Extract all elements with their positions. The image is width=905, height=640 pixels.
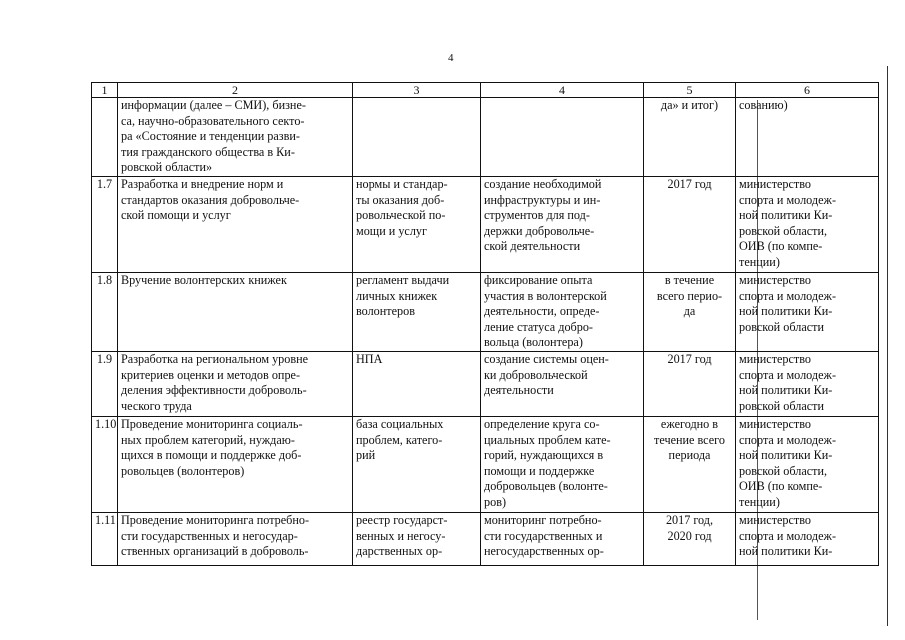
responsible-cell: министерство спорта и молодеж- ной политики Ки- ровской области bbox=[736, 272, 879, 351]
responsible-cell: министерство спорта и молодеж- ной политики Ки- ровской области, ОИВ (по компе- тенции) bbox=[736, 176, 879, 272]
page-number: 4 bbox=[448, 52, 454, 64]
table-row bbox=[92, 416, 879, 512]
responsible-cell: министерство спорта и молодеж- ной политики Ки- ровской области bbox=[736, 351, 879, 416]
result-cell bbox=[353, 98, 481, 177]
result-cell: регламент выдачи личных книжек волонтеров bbox=[353, 272, 481, 351]
row-number: 1.8 bbox=[92, 272, 118, 351]
result-cell: нормы и стандар- ты оказания доб- ровольческой по- мощи и услуг bbox=[353, 176, 481, 272]
goal-cell: фиксирование опыта участия в волонтерской деятельности, опреде- ление статуса добро- вольца (волонтера) bbox=[481, 272, 644, 351]
event-cell: Проведение мониторинга социаль- ных проблем категорий, нуждаю- щихся в помощи и поддержке доб- ровольцев (волонтеров) bbox=[118, 416, 353, 512]
header-cell: 2 bbox=[118, 83, 353, 98]
result-cell: база социальных проблем, катего- рий bbox=[353, 416, 481, 512]
header-cell: 6 bbox=[736, 83, 879, 98]
period-cell: 2017 год, 2020 год bbox=[644, 512, 736, 565]
table-row bbox=[92, 272, 879, 351]
event-cell: Проведение мониторинга потребно- сти государственных и негосудар- ственных организаций в доброволь- bbox=[118, 512, 353, 565]
row-number: 1.9 bbox=[92, 351, 118, 416]
goal-cell bbox=[481, 98, 644, 177]
row-number: 1.10 bbox=[92, 416, 118, 512]
event-cell: Вручение волонтерских книжек bbox=[118, 272, 353, 351]
goal-cell: создание системы оцен- ки добровольческой деятельности bbox=[481, 351, 644, 416]
period-cell: да» и итог) bbox=[644, 98, 736, 177]
action-plan-table bbox=[91, 82, 879, 566]
goal-cell: создание необходимой инфраструктуры и ин- струментов для под- держки добровольче- ской деятельности bbox=[481, 176, 644, 272]
event-cell: Разработка и внедрение норм и стандартов оказания добровольче- ской помощи и услуг bbox=[118, 176, 353, 272]
table-row bbox=[92, 512, 879, 565]
period-cell: 2017 год bbox=[644, 351, 736, 416]
table-row bbox=[92, 176, 879, 272]
row-number: 1.11 bbox=[92, 512, 118, 565]
goal-cell: определение круга со- циальных проблем кате- горий, нуждающихся в помощи и поддержке добровольцев (волонте- ров) bbox=[481, 416, 644, 512]
header-cell: 1 bbox=[92, 83, 118, 98]
table-row bbox=[92, 351, 879, 416]
header-cell: 3 bbox=[353, 83, 481, 98]
goal-cell: мониторинг потребно- сти государственных и негосударственных ор- bbox=[481, 512, 644, 565]
scan-artifact-line-right bbox=[887, 66, 888, 626]
event-cell: информации (далее – СМИ), бизне- са, научно-образовательного секто- ра «Состояние и тенденции разви- тия гражданского общества в Ки- ровской области» bbox=[118, 98, 353, 177]
row-number bbox=[92, 98, 118, 177]
table-header-row bbox=[92, 83, 879, 98]
result-cell: НПА bbox=[353, 351, 481, 416]
header-cell: 5 bbox=[644, 83, 736, 98]
header-cell: 4 bbox=[481, 83, 644, 98]
row-number: 1.7 bbox=[92, 176, 118, 272]
period-cell: в течение всего перио- да bbox=[644, 272, 736, 351]
table-row bbox=[92, 98, 879, 177]
period-cell: 2017 год bbox=[644, 176, 736, 272]
period-cell: ежегодно в течение всего периода bbox=[644, 416, 736, 512]
responsible-cell: министерство спорта и молодеж- ной политики Ки- bbox=[736, 512, 879, 565]
event-cell: Разработка на региональном уровне критериев оценки и методов опре- деления эффективности доброволь- ческого труда bbox=[118, 351, 353, 416]
responsible-cell: министерство спорта и молодеж- ной политики Ки- ровской области, ОИВ (по компе- тенции) bbox=[736, 416, 879, 512]
responsible-cell: сованию) bbox=[736, 98, 879, 177]
result-cell: реестр государст- венных и негосу- дарственных ор- bbox=[353, 512, 481, 565]
